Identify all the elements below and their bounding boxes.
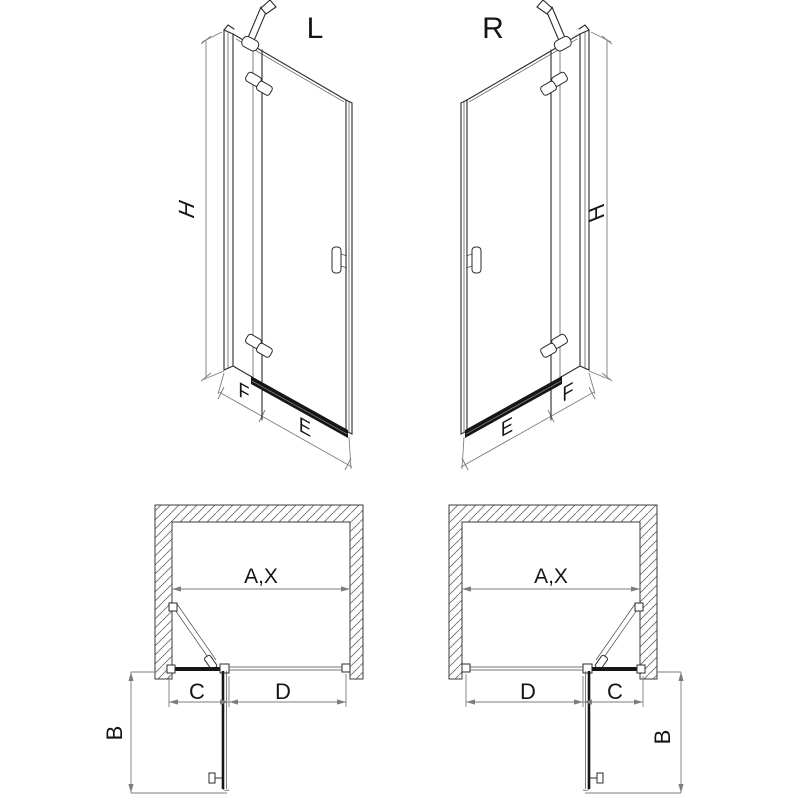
door-width-label-left: E xyxy=(298,412,312,443)
variant-label-left: L xyxy=(306,12,324,45)
opening-width-label-right: A,X xyxy=(534,565,568,588)
height-dim-label-left: H xyxy=(173,195,199,222)
iso-view-left xyxy=(201,0,352,470)
door-width-label-right: E xyxy=(500,412,514,443)
fixed-section-label-right: C xyxy=(607,679,623,704)
iso-view-right xyxy=(461,0,612,470)
walls-right-plan xyxy=(449,505,657,679)
height-dim-label-right: H xyxy=(583,200,609,227)
variant-label-right: R xyxy=(482,12,504,45)
opening-width-label-left: A,X xyxy=(244,565,278,588)
fixed-width-label-right: F xyxy=(562,377,574,408)
fixed-section-label-left: C xyxy=(189,679,205,704)
door-section-label-left: D xyxy=(275,679,291,704)
walls-left-plan xyxy=(155,505,363,679)
fixed-width-label-left: F xyxy=(238,377,250,408)
door-section-label-right: D xyxy=(520,679,536,704)
depth-label-right: B xyxy=(650,729,675,745)
depth-label-left: B xyxy=(102,725,127,741)
